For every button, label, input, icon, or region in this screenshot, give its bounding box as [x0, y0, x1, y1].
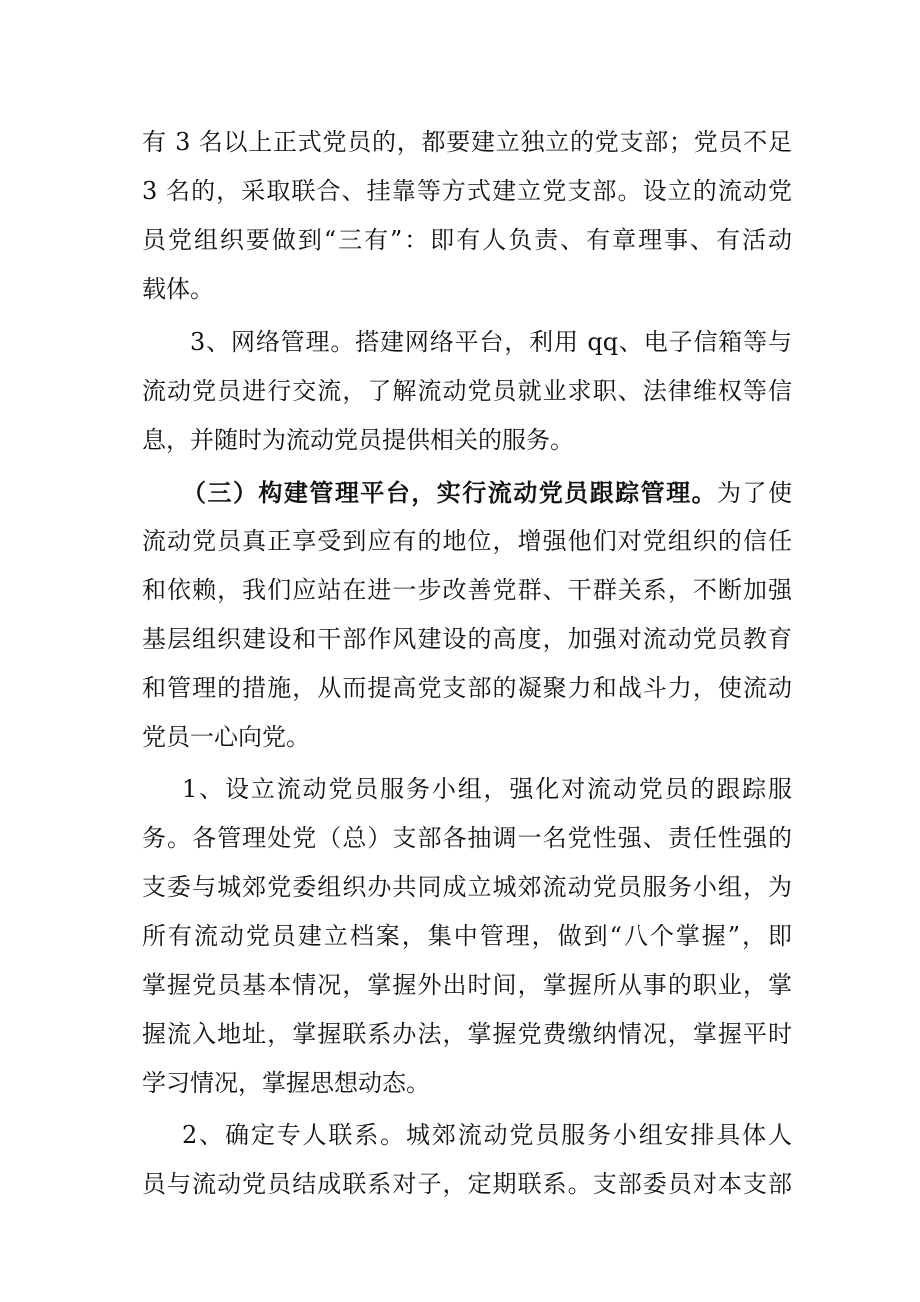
text-span: 为了使 — [717, 479, 793, 507]
paragraph — [142, 468, 792, 762]
text-line: 1、设立流动党员服务小组，强化对流动党员的跟踪服 — [182, 775, 792, 803]
text-line: 载体。 — [142, 275, 214, 303]
text-line — [142, 468, 792, 517]
text-line: 所有流动党员建立档案，集中管理，做到“八个掌握”，即 — [142, 922, 792, 950]
text-line: 流动党员真正享受到应有的地位，增强他们对党组织的信任 — [142, 527, 792, 555]
text-line: 员与流动党员结成联系对子，定期联系。支部委员对本支部 — [142, 1170, 792, 1198]
section-heading: （三）构建管理平台，实行流动党员跟踪管理。 — [182, 478, 718, 507]
paragraph — [142, 318, 792, 465]
text-line: 基层组织建设和干部作风建设的高度，加强对流动党员教育 — [142, 625, 792, 653]
paragraph — [142, 118, 792, 314]
text-line: 息，并随时为流动党员提供相关的服务。 — [142, 426, 574, 454]
text-line: 学习情况，掌握思想动态。 — [142, 1069, 430, 1097]
document-body — [142, 118, 792, 1209]
text-line: 3、网络管理。搭建网络平台，利用 qq、电子信箱等与 — [190, 328, 792, 356]
text-line: 务。各管理处党（总）支部各抽调一名党性强、责任性强的 — [142, 824, 792, 852]
text-line: 党员一心向党。 — [142, 723, 310, 751]
text-line: 有 3 名以上正式党员的，都要建立独立的党支部；党员不足 — [142, 128, 792, 156]
text-line: 流动党员进行交流，了解流动党员就业求职、法律维权等信 — [142, 377, 792, 405]
text-line: 员党组织要做到“三有”：即有人负责、有章理事、有活动 — [142, 226, 792, 254]
text-line: 支委与城郊党委组织办共同成立城郊流动党员服务小组，为 — [142, 873, 792, 901]
text-line: 和依赖，我们应站在进一步改善党群、干群关系，不断加强 — [142, 576, 792, 604]
text-line: 2、确定专人联系。城郊流动党员服务小组安排具体人 — [182, 1121, 792, 1149]
text-line: 3 名的，采取联合、挂靠等方式建立党支部。设立的流动党 — [142, 177, 792, 205]
paragraph — [142, 765, 792, 1108]
text-line: 握流入地址，掌握联系办法，掌握党费缴纳情况，掌握平时 — [142, 1020, 792, 1048]
text-line: 和管理的措施，从而提高党支部的凝聚力和战斗力，使流动 — [142, 674, 792, 702]
text-line: 掌握党员基本情况，掌握外出时间，掌握所从事的职业，掌 — [142, 971, 792, 999]
paragraph — [142, 1111, 792, 1209]
